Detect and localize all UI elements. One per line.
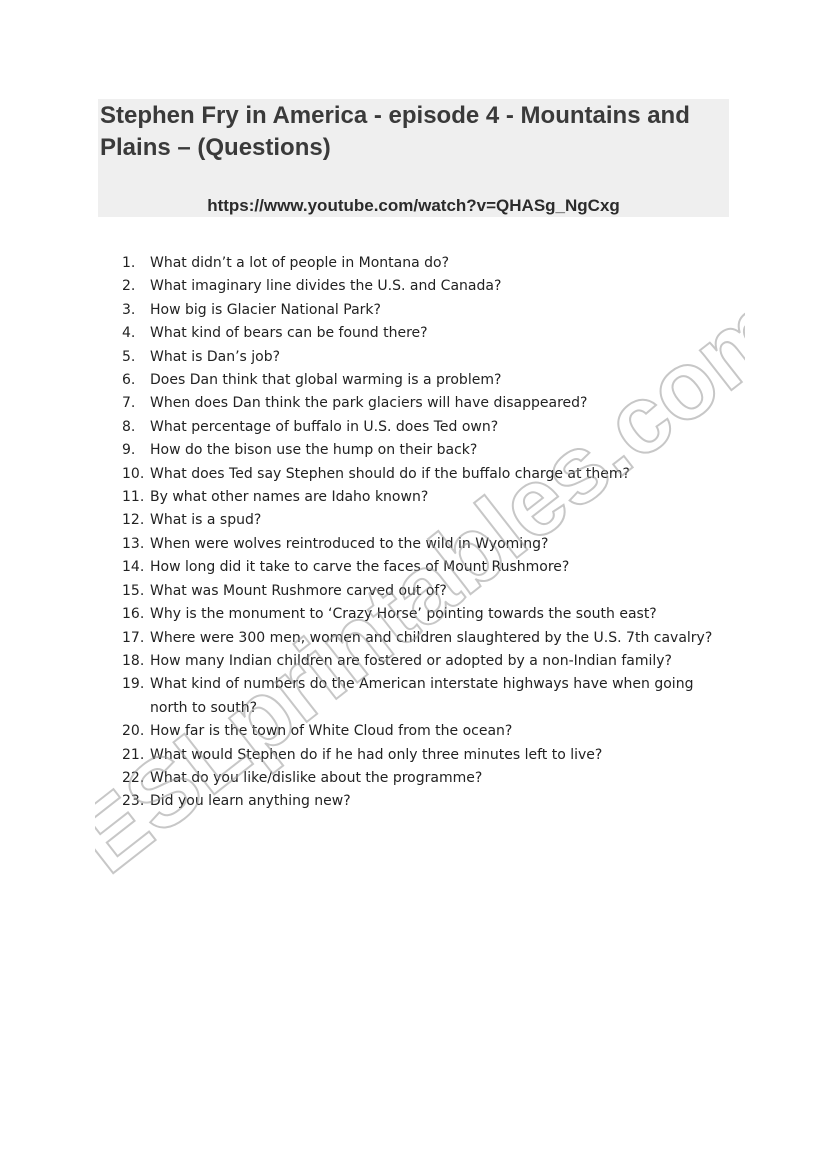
question-number: 8. bbox=[122, 418, 136, 435]
question-number: 14. bbox=[122, 559, 145, 576]
question-number: 17. bbox=[122, 629, 145, 646]
question-item bbox=[122, 439, 722, 462]
question-number: 9. bbox=[122, 442, 136, 459]
question-number: 6. bbox=[122, 372, 136, 389]
question-list bbox=[122, 252, 722, 814]
question-item bbox=[122, 392, 722, 415]
question-number: 5. bbox=[122, 348, 136, 365]
question-number: 1. bbox=[122, 255, 136, 271]
question-item bbox=[122, 673, 722, 720]
question-item bbox=[122, 322, 722, 345]
question-number: 22. bbox=[122, 769, 145, 786]
watermark-text: ESLprintables.com bbox=[95, 273, 745, 880]
question-item bbox=[122, 275, 722, 298]
question-number: 16. bbox=[122, 606, 145, 623]
question-item bbox=[122, 627, 722, 650]
question-item bbox=[122, 744, 722, 767]
question-item bbox=[122, 556, 722, 579]
question-text: Where were 300 men, women and children slaughtered by the U.S. 7th cavalry? bbox=[150, 629, 713, 646]
question-item bbox=[122, 650, 722, 673]
question-text: What kind of numbers do the American interstate highways have when going north to south? bbox=[150, 676, 694, 716]
page-title: Stephen Fry in America - episode 4 - Mountains and Plains – (Questions) bbox=[100, 102, 690, 161]
question-item bbox=[122, 720, 722, 743]
question-number: 23. bbox=[122, 793, 145, 810]
question-item bbox=[122, 767, 722, 790]
question-text: By what other names are Idaho known? bbox=[150, 489, 429, 506]
question-text: When were wolves reintroduced to the wild in Wyoming? bbox=[150, 535, 549, 552]
question-number: 12. bbox=[122, 512, 145, 529]
question-number: 19. bbox=[122, 676, 145, 693]
question-text: What would Stephen do if he had only three minutes left to live? bbox=[150, 746, 603, 763]
question-text: What kind of bears can be found there? bbox=[150, 325, 428, 342]
question-number: 21. bbox=[122, 746, 145, 763]
question-item bbox=[122, 790, 722, 813]
question-text: How many Indian children are fostered or adopted by a non-Indian family? bbox=[150, 652, 672, 669]
question-number: 15. bbox=[122, 582, 145, 599]
question-text: When does Dan think the park glaciers will have disappeared? bbox=[150, 395, 588, 412]
question-text: What was Mount Rushmore carved out of? bbox=[150, 582, 447, 599]
question-text: What percentage of buffalo in U.S. does Ted own? bbox=[150, 418, 499, 435]
question-number: 13. bbox=[122, 535, 145, 552]
video-url: https://www.youtube.com/watch?v=QHASg_NgCxg bbox=[207, 196, 620, 215]
question-text: What is a spud? bbox=[150, 512, 262, 529]
question-text: How far is the town of White Cloud from the ocean? bbox=[150, 723, 513, 740]
question-item bbox=[122, 486, 722, 509]
question-item bbox=[122, 252, 722, 275]
question-number: 3. bbox=[122, 301, 136, 318]
question-item bbox=[122, 463, 722, 486]
question-text: What didn’t a lot of people in Montana do? bbox=[150, 255, 450, 271]
question-number: 18. bbox=[122, 652, 145, 669]
question-item bbox=[122, 533, 722, 556]
question-text: How do the bison use the hump on their back? bbox=[150, 442, 478, 459]
question-text: What do you like/dislike about the programme? bbox=[150, 769, 483, 786]
question-text: How long did it take to carve the faces of Mount Rushmore? bbox=[150, 559, 570, 576]
question-number: 11. bbox=[122, 489, 145, 506]
question-item bbox=[122, 299, 722, 322]
question-item bbox=[122, 580, 722, 603]
question-item bbox=[122, 346, 722, 369]
question-number: 7. bbox=[122, 395, 136, 412]
question-item bbox=[122, 603, 722, 626]
question-number: 20. bbox=[122, 723, 145, 740]
question-text: How big is Glacier National Park? bbox=[150, 301, 381, 318]
question-text: Why is the monument to ‘Crazy Horse’ pointing towards the south east? bbox=[150, 606, 657, 623]
question-text: What imaginary line divides the U.S. and Canada? bbox=[150, 278, 502, 295]
question-number: 10. bbox=[122, 465, 145, 482]
question-item bbox=[122, 509, 722, 532]
question-text: Did you learn anything new? bbox=[150, 793, 351, 810]
question-item bbox=[122, 369, 722, 392]
question-number: 2. bbox=[122, 278, 136, 295]
question-number: 4. bbox=[122, 325, 136, 342]
question-item bbox=[122, 416, 722, 439]
question-text: What does Ted say Stephen should do if the buffalo charge at them? bbox=[150, 465, 630, 482]
question-text: Does Dan think that global warming is a problem? bbox=[150, 372, 502, 389]
question-text: What is Dan’s job? bbox=[150, 348, 281, 365]
